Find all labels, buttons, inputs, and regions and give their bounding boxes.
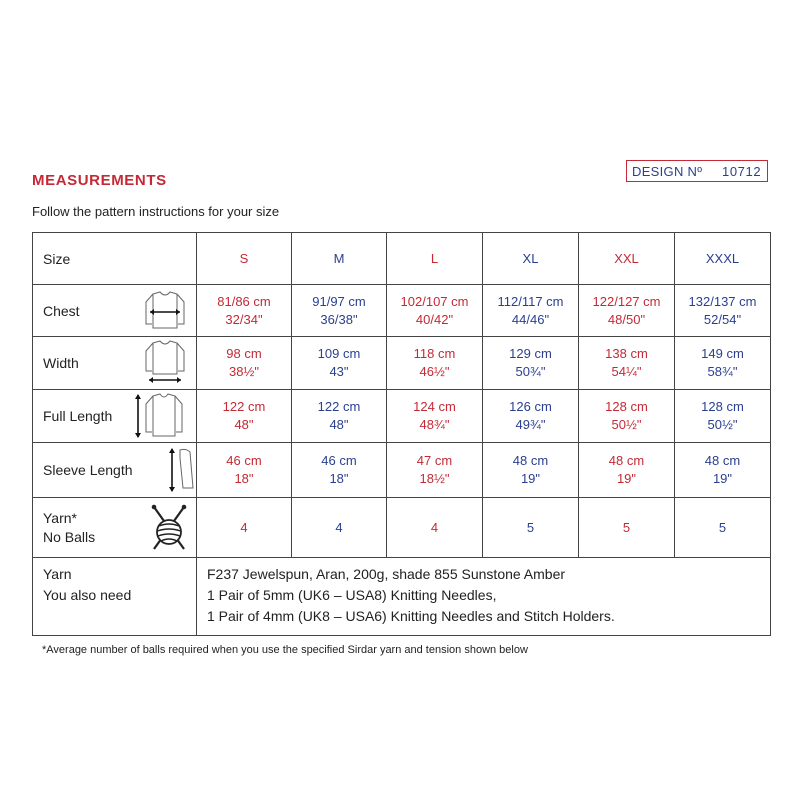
row-label-width: [33, 337, 197, 390]
design-number: 10712: [722, 163, 762, 179]
cell-width-xxxl: 149 cm 58¾": [675, 337, 771, 390]
row-label-text: Sleeve Length: [43, 462, 133, 478]
size-m: M: [292, 233, 387, 285]
measurements-table: [32, 232, 771, 636]
size-xl: XL: [483, 233, 579, 285]
size-s: S: [197, 233, 292, 285]
yarn-requirements-row: [33, 558, 771, 636]
yarn-details: [197, 558, 771, 636]
width-measure-icon: [143, 340, 187, 386]
cell-sleeve-s: 46 cm 18": [197, 443, 292, 498]
cell-sleeve-xxxl: 48 cm 19": [675, 443, 771, 498]
cell-balls-l: 4: [387, 498, 483, 558]
cell-width-xl: 129 cm 50¾": [483, 337, 579, 390]
cell-full-length-s: 122 cm 48": [197, 390, 292, 443]
cell-chest-s: 81/86 cm 32/34": [197, 285, 292, 337]
page-heading: MEASUREMENTS: [32, 172, 167, 189]
cell-chest-xl: 112/117 cm 44/46": [483, 285, 579, 337]
table-row: [33, 498, 771, 558]
yarn-line-2: 1 Pair of 5mm (UK6 – USA8) Knitting Needles,: [207, 587, 497, 603]
cell-full-length-xxl: 128 cm 50½": [579, 390, 675, 443]
table-row: [33, 285, 771, 337]
cell-width-xxl: 138 cm 54¼": [579, 337, 675, 390]
table-row: [33, 337, 771, 390]
row-label-balls: [33, 498, 197, 558]
cell-sleeve-m: 46 cm 18": [292, 443, 387, 498]
yarn-line-3: 1 Pair of 4mm (UK8 – USA6) Knitting Needles and Stitch Holders.: [207, 608, 615, 624]
cell-balls-xxl: 5: [579, 498, 675, 558]
size-header-row: [33, 233, 771, 285]
cell-balls-xxxl: 5: [675, 498, 771, 558]
size-xxl: XXL: [579, 233, 675, 285]
cell-full-length-m: 122 cm 48": [292, 390, 387, 443]
cell-chest-l: 102/107 cm 40/42": [387, 285, 483, 337]
also-need-label: You also need: [43, 587, 132, 603]
size-header-label: Size: [33, 233, 197, 285]
row-label-chest: [33, 285, 197, 337]
cell-balls-m: 4: [292, 498, 387, 558]
yarn-line-1: F237 Jewelspun, Aran, 200g, shade 855 Sunstone Amber: [207, 566, 566, 582]
balls-label-line1: Yarn*: [43, 509, 77, 526]
size-xxxl: XXXL: [675, 233, 771, 285]
cell-sleeve-xl: 48 cm 19": [483, 443, 579, 498]
cell-chest-xxl: 122/127 cm 48/50": [579, 285, 675, 337]
size-l: L: [387, 233, 483, 285]
design-number-box: [626, 160, 768, 182]
row-label-sleeve-length: [33, 443, 197, 498]
instructions-subtitle: Follow the pattern instructions for your size: [32, 204, 280, 219]
sleeve-length-measure-icon: [167, 446, 195, 494]
row-label-text: Full Length: [43, 408, 113, 424]
cell-full-length-l: 124 cm 48¾": [387, 390, 483, 443]
cell-balls-xl: 5: [483, 498, 579, 558]
cell-full-length-xxxl: 128 cm 50½": [675, 390, 771, 443]
cell-full-length-xl: 126 cm 49¾": [483, 390, 579, 443]
chest-measure-icon: [143, 290, 187, 332]
cell-sleeve-xxl: 48 cm 19": [579, 443, 675, 498]
row-label-text: Width: [43, 355, 79, 371]
cell-sleeve-l: 47 cm 18½": [387, 443, 483, 498]
cell-width-m: 109 cm 43": [292, 337, 387, 390]
table-row: [33, 443, 771, 498]
balls-label-line2: No Balls: [43, 528, 96, 545]
design-label: DESIGN Nº: [632, 163, 703, 179]
cell-chest-m: 91/97 cm 36/38": [292, 285, 387, 337]
yarn-labels: [33, 558, 197, 636]
full-length-measure-icon: [133, 392, 183, 440]
cell-width-s: 98 cm 38½": [197, 337, 292, 390]
yarn-label: Yarn: [43, 566, 72, 582]
table-row: [33, 390, 771, 443]
cell-balls-s: 4: [197, 498, 292, 558]
cell-chest-xxxl: 132/137 cm 52/54": [675, 285, 771, 337]
row-label-text: Chest: [43, 302, 80, 319]
cell-width-l: 118 cm 46½": [387, 337, 483, 390]
footnote: *Average number of balls required when you use the specified Sirdar yarn and tension shown below: [42, 644, 528, 656]
yarn-ball-needles-icon: [148, 504, 190, 552]
row-label-full-length: [33, 390, 197, 443]
